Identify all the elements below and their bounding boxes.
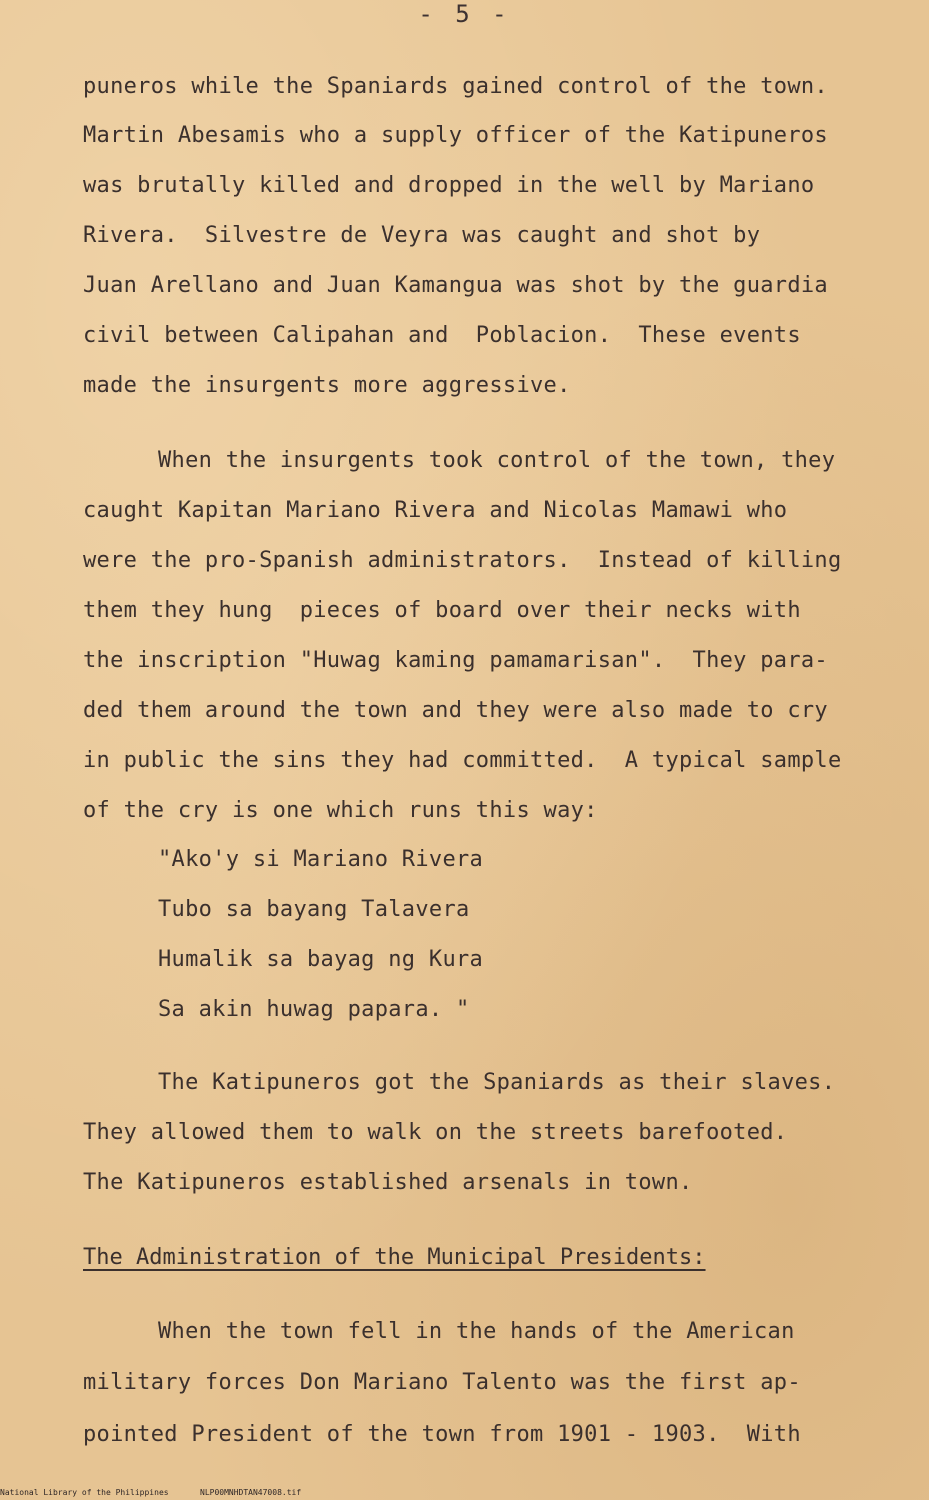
paragraph1-line: civil between Calipahan and Poblacion. These events xyxy=(83,323,801,348)
section-heading: The Administration of the Municipal Presidents: xyxy=(83,1245,706,1270)
paragraph2-line: them they hung pieces of board over their necks with xyxy=(83,598,801,623)
paragraph1-line: made the insurgents more aggressive. xyxy=(83,373,571,398)
paragraph2-line: When the insurgents took control of the town, they xyxy=(158,448,836,473)
paragraph3-line: They allowed them to walk on the streets barefooted. xyxy=(83,1120,788,1145)
paragraph1-line: was brutally killed and dropped in the well by Mariano xyxy=(83,173,815,198)
paragraph4-line: military forces Don Mariano Talento was the first ap- xyxy=(83,1370,801,1395)
paragraph1-line: Martin Abesamis who a supply officer of the Katipuneros xyxy=(83,123,828,148)
verse-line: Sa akin huwag papara. " xyxy=(158,997,470,1022)
paragraph1-line: Rivera. Silvestre de Veyra was caught and shot by xyxy=(83,223,761,248)
paragraph2-line: caught Kapitan Mariano Rivera and Nicolas Mamawi who xyxy=(83,498,788,523)
paragraph2-line: ded them around the town and they were also made to cry xyxy=(83,698,828,723)
paragraph2-line: the inscription "Huwag kaming pamamarisan". They para- xyxy=(83,648,828,673)
verse-line: Tubo sa bayang Talavera xyxy=(158,897,470,922)
paragraph3-line: The Katipuneros established arsenals in town. xyxy=(83,1170,693,1195)
paragraph3-line: The Katipuneros got the Spaniards as their slaves. xyxy=(158,1070,836,1095)
footer-library-name: National Library of the Philippines xyxy=(0,1488,169,1497)
paragraph2-line: in public the sins they had committed. A typical sample xyxy=(83,748,842,773)
paragraph2-line: were the pro-Spanish administrators. Instead of killing xyxy=(83,548,842,573)
page-number: - 5 - xyxy=(418,0,511,28)
paragraph1-line: Juan Arellano and Juan Kamangua was shot by the guardia xyxy=(83,273,828,298)
verse-line: Humalik sa bayag ng Kura xyxy=(158,947,484,972)
paragraph4-line: pointed President of the town from 1901 - 1903. With xyxy=(83,1422,801,1447)
verse-line: "Ako'y si Mariano Rivera xyxy=(158,847,484,872)
paragraph2-line: of the cry is one which runs this way: xyxy=(83,798,598,823)
paragraph1-line: puneros while the Spaniards gained control of the town. xyxy=(83,74,828,99)
footer-file-id: NLP00MNHDTAN47008.tif xyxy=(200,1488,302,1497)
paragraph4-line: When the town fell in the hands of the American xyxy=(158,1319,795,1344)
